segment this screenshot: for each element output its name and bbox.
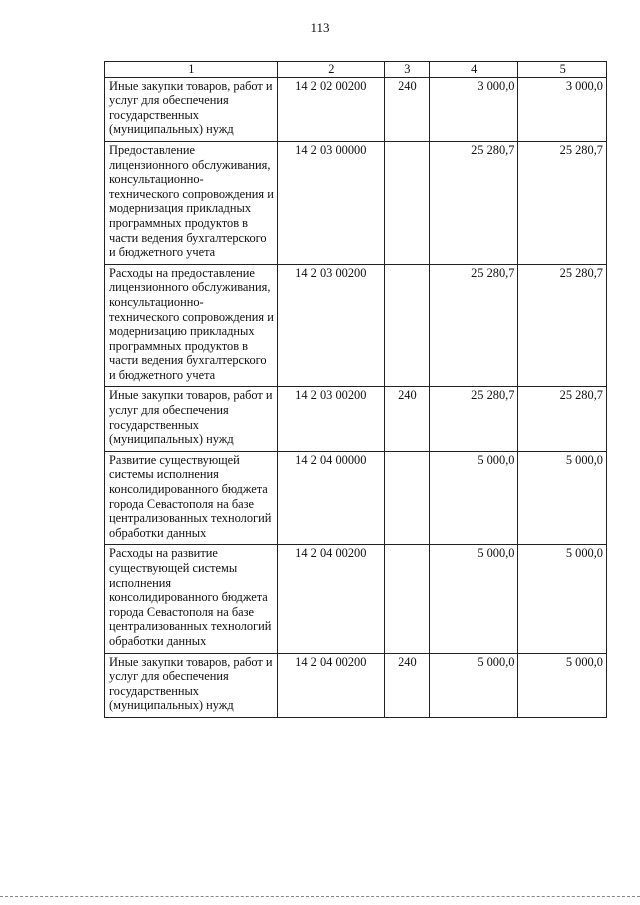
row-value-4: 5 000,0 bbox=[430, 653, 518, 717]
row-value-4: 5 000,0 bbox=[430, 545, 518, 653]
header-col-4: 4 bbox=[430, 62, 518, 78]
header-col-1: 1 bbox=[105, 62, 278, 78]
row-code: 14 2 03 00200 bbox=[277, 387, 384, 451]
table-row bbox=[105, 545, 607, 653]
table-row bbox=[105, 653, 607, 717]
row-name: Расходы на развитие существующей системы исполнения консолидированного бюджета города Севастополя на базе централизованных технологий обработки данных bbox=[105, 545, 278, 653]
table-row bbox=[105, 77, 607, 141]
table-row bbox=[105, 141, 607, 264]
table-row bbox=[105, 387, 607, 451]
row-value-4: 25 280,7 bbox=[430, 387, 518, 451]
row-value-5: 3 000,0 bbox=[518, 77, 607, 141]
row-code: 14 2 03 00000 bbox=[277, 141, 384, 264]
row-value-5: 25 280,7 bbox=[518, 264, 607, 387]
row-value-4: 3 000,0 bbox=[430, 77, 518, 141]
header-row bbox=[105, 62, 607, 78]
row-type bbox=[384, 264, 429, 387]
row-type: 240 bbox=[384, 387, 429, 451]
row-code: 14 2 04 00200 bbox=[277, 653, 384, 717]
header-col-2: 2 bbox=[277, 62, 384, 78]
row-name: Иные закупки товаров, работ и услуг для обеспечения государственных (муниципальных) нужд bbox=[105, 77, 278, 141]
table-row bbox=[105, 264, 607, 387]
row-code: 14 2 02 00200 bbox=[277, 77, 384, 141]
row-type bbox=[384, 141, 429, 264]
row-name: Предоставление лицензионного обслуживания, консультационно-технического сопровождения и модернизация прикладных программных продуктов в части ведения бухгалтерского и бюджетного учета bbox=[105, 141, 278, 264]
row-code: 14 2 04 00200 bbox=[277, 545, 384, 653]
row-name: Иные закупки товаров, работ и услуг для обеспечения государственных (муниципальных) нужд bbox=[105, 653, 278, 717]
row-value-4: 25 280,7 bbox=[430, 264, 518, 387]
budget-table bbox=[104, 61, 607, 718]
row-value-5: 5 000,0 bbox=[518, 451, 607, 545]
row-name: Развитие существующей системы исполнения консолидированного бюджета города Севастополя на базе централизованных технологий обработки данных bbox=[105, 451, 278, 545]
row-name: Расходы на предоставление лицензионного обслуживания, консультационно-технического сопровождения и модернизацию прикладных программных продуктов в части ведения бухгалтерского и бюджетного учета bbox=[105, 264, 278, 387]
row-type: 240 bbox=[384, 77, 429, 141]
header-col-3: 3 bbox=[384, 62, 429, 78]
row-value-5: 5 000,0 bbox=[518, 545, 607, 653]
row-name: Иные закупки товаров, работ и услуг для обеспечения государственных (муниципальных) нужд bbox=[105, 387, 278, 451]
page-bottom-edge bbox=[0, 896, 640, 897]
row-value-5: 25 280,7 bbox=[518, 387, 607, 451]
row-value-4: 5 000,0 bbox=[430, 451, 518, 545]
row-type: 240 bbox=[384, 653, 429, 717]
row-type bbox=[384, 451, 429, 545]
row-code: 14 2 04 00000 bbox=[277, 451, 384, 545]
row-type bbox=[384, 545, 429, 653]
row-value-5: 5 000,0 bbox=[518, 653, 607, 717]
row-value-4: 25 280,7 bbox=[430, 141, 518, 264]
row-code: 14 2 03 00200 bbox=[277, 264, 384, 387]
header-col-5: 5 bbox=[518, 62, 607, 78]
page-number: 113 bbox=[310, 20, 330, 35]
row-value-5: 25 280,7 bbox=[518, 141, 607, 264]
table-row bbox=[105, 451, 607, 545]
